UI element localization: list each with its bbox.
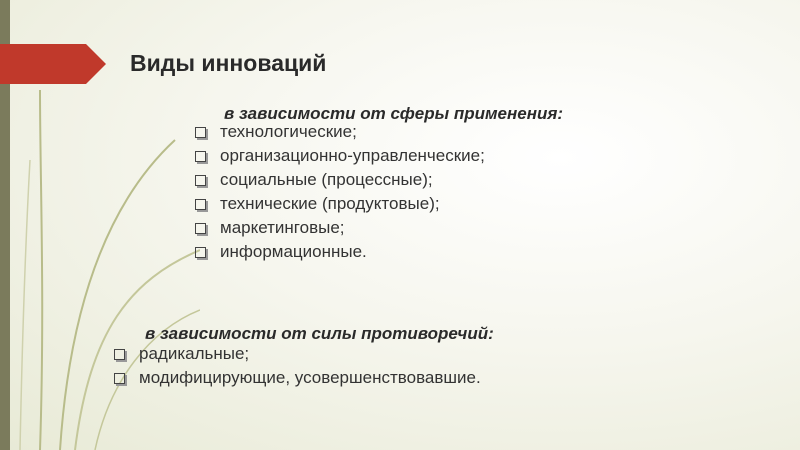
checkbox-bullet-icon xyxy=(195,199,206,210)
list-item: технологические; xyxy=(195,120,485,144)
list-item: модифицирующие, усовершенствовавшие. xyxy=(114,366,481,390)
section1-heading: в зависимости от сферы применения: xyxy=(224,104,564,123)
checkbox-bullet-icon xyxy=(195,223,206,234)
checkbox-bullet-icon xyxy=(195,127,206,138)
list-item: социальные (процессные); xyxy=(195,168,485,192)
checkbox-bullet-icon xyxy=(195,151,206,162)
section2-list xyxy=(114,342,481,390)
checkbox-bullet-icon xyxy=(114,373,125,384)
list-item: информационные. xyxy=(195,240,485,264)
section2-heading: в зависимости от силы противоречий: xyxy=(145,324,494,343)
slide-title: Виды инноваций xyxy=(130,50,327,76)
checkbox-bullet-icon xyxy=(195,175,206,186)
checkbox-bullet-icon xyxy=(114,349,125,360)
checkbox-bullet-icon xyxy=(195,247,206,258)
section1-list xyxy=(195,120,485,264)
list-item: организационно-управленческие; xyxy=(195,144,485,168)
list-item: радикальные; xyxy=(114,342,481,366)
list-item: маркетинговые; xyxy=(195,216,485,240)
list-item: технические (продуктовые); xyxy=(195,192,485,216)
title-arrow-icon xyxy=(0,44,106,84)
